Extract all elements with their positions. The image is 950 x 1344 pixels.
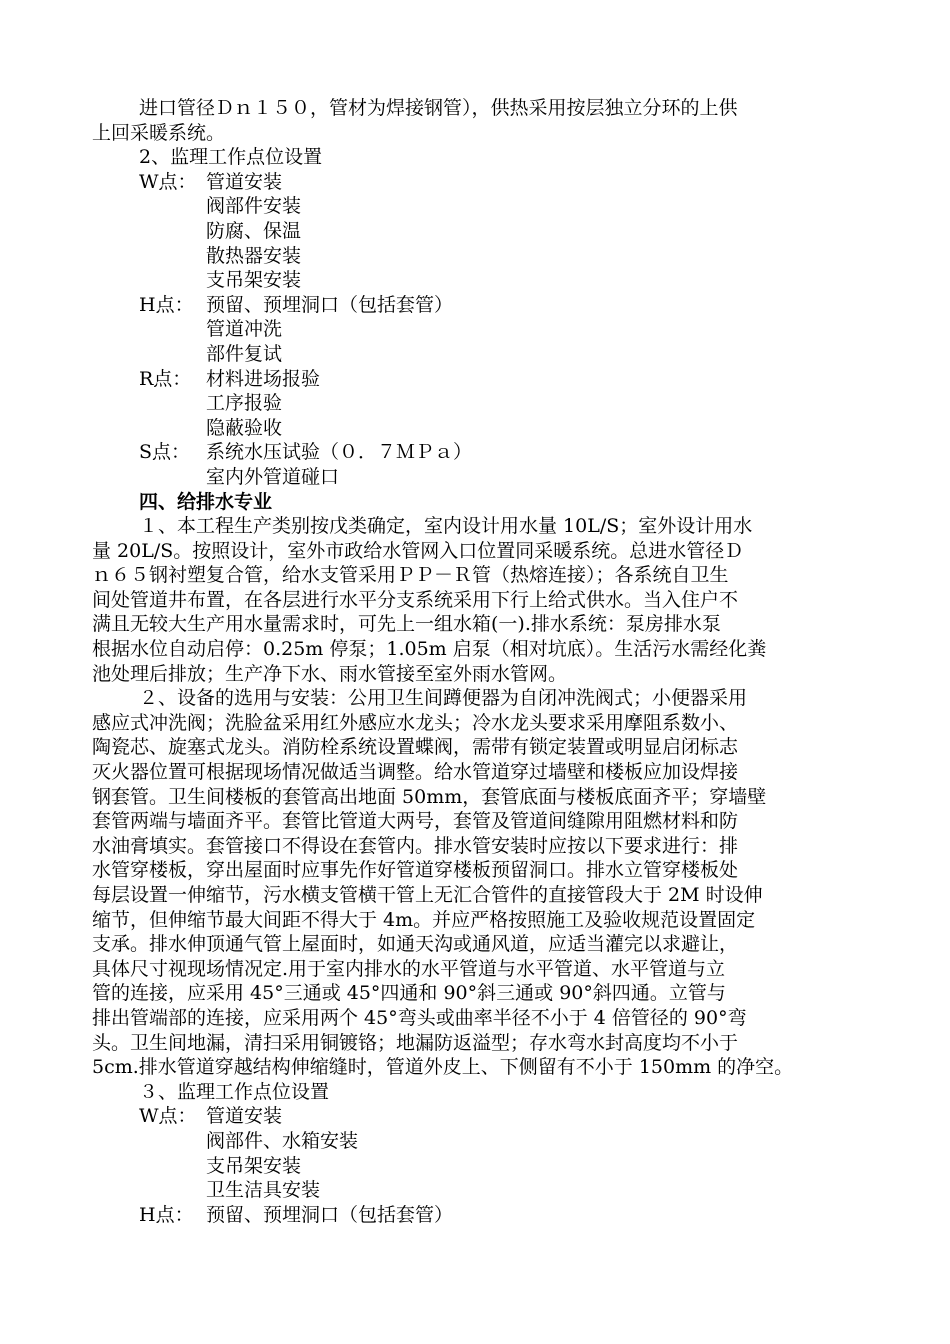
- point-item: 散热器安装: [206, 244, 302, 267]
- point-item: 阀部件安装: [206, 195, 302, 218]
- paragraph-line: 套管两端与墙面齐平。套管比管道大两号，套管及管道间缝隙用阻燃材料和防: [92, 810, 739, 833]
- paragraph-line: ２、设备的选用与安装：公用卫生间蹲便器为自闭冲洗阀式；小便器采用: [139, 687, 748, 710]
- paragraph-line: 量 20L/S。按照设计，室外市政给水管网入口位置同采暖系统。总进水管径Ｄ: [92, 539, 744, 562]
- paragraph-line: 满且无较大生产用水量需求时，可先上一组水箱(一).排水系统：泵房排水泵: [92, 613, 721, 636]
- point-item: 管道冲洗: [206, 318, 283, 341]
- paragraph-line: ｎ６５钢衬塑复合管，给水支管采用ＰＰ－Ｒ管（热熔连接）；各系统自卫生: [92, 564, 729, 587]
- point-item: 工序报验: [206, 392, 283, 415]
- point-row-h: [92, 1203, 858, 1228]
- point-item: 管道安装: [206, 170, 283, 193]
- point-label: W点：: [139, 1105, 197, 1128]
- point-label: R点：: [139, 367, 192, 390]
- point-label: S点：: [139, 441, 191, 464]
- paragraph-line: 支承。排水伸顶通气管上屋面时，如通天沟或通风道，应适当灌完以求避让，: [92, 933, 739, 956]
- paragraph-line: 根据水位自动启停：0.25m 停泵；1.05m 启泵（相对坑底）。生活污水需经化粪: [92, 638, 767, 661]
- paragraph-line: 每层设置一伸缩节，污水横支管横干管上无汇合管件的直接管段大于 2M 时设伸: [92, 884, 763, 906]
- point-label: H点：: [139, 1203, 194, 1226]
- point-item: 隐蔽验收: [206, 416, 283, 439]
- point-item: 预留、预埋洞口（包括套管）: [206, 293, 454, 316]
- point-item: 卫生洁具安装: [206, 1179, 321, 1202]
- text-line: 进口管径Ｄｎ１５０，管材为焊接钢管），供热采用按层独立分环的上供: [139, 97, 738, 119]
- point-item: 室内外管道碰口: [206, 465, 340, 488]
- point-item: 防腐、保温: [206, 219, 302, 242]
- paragraph-line: 间处管道井布置，在各层进行水平分支系统采用下行上给式供水。当入住户不: [92, 588, 739, 611]
- subsection-title: 2、监理工作点位设置: [139, 146, 323, 169]
- paragraph-line: 陶瓷芯、旋塞式龙头。消防栓系统设置蝶阀，需带有锁定装置或明显启闭标志: [92, 736, 739, 759]
- point-row-s: [92, 440, 858, 465]
- paragraph-line: １、本工程生产类别按戊类确定，室内设计用水量 10L/S；室外设计用水: [139, 515, 753, 538]
- paragraph-line: 管的连接，应采用 45°三通或 45°四通和 90°斜三通或 90°斜四通。立管与: [92, 982, 726, 1005]
- paragraph-line: 池处理后排放；生产净下水、雨水管接至室外雨水管网。: [92, 662, 568, 685]
- point-label: H点：: [139, 293, 194, 316]
- paragraph-line: 灭火器位置可根据现场情况做适当调整。给水管道穿过墙壁和楼板应加设焊接: [92, 761, 739, 784]
- paragraph-line: 钢套管。卫生间楼板的套管高出地面 50mm，套管底面与楼板底面齐平；穿墙壁: [92, 785, 767, 808]
- paragraph-line: 头。卫生间地漏，清扫采用铜镀铬；地漏防返溢型；存水弯水封高度均不小于: [92, 1031, 739, 1054]
- point-row-r: [92, 367, 858, 392]
- point-row-w: [92, 1104, 858, 1129]
- point-item: 管道安装: [206, 1105, 283, 1128]
- subsection-title: ３、监理工作点位设置: [139, 1080, 330, 1103]
- point-item: 支吊架安装: [206, 269, 302, 292]
- point-item: 支吊架安装: [206, 1154, 302, 1177]
- point-item: 系统水压试验（０．７ＭＰａ）: [206, 441, 473, 464]
- text-line: 上回采暖系统。: [92, 121, 226, 144]
- paragraph-line: 缩节，但伸缩节最大间距不得大于 4m。并应严格按照施工及验收规范设置固定: [92, 908, 756, 931]
- point-row-h: [92, 293, 858, 318]
- point-row-w: [92, 170, 858, 195]
- document-body: [92, 96, 858, 1227]
- point-item: 阀部件、水箱安装: [206, 1129, 359, 1152]
- paragraph-line: 排出管端部的连接，应采用两个 45°弯头或曲率半径不小于 4 倍管径的 90°弯: [92, 1006, 747, 1029]
- paragraph-line: 感应式冲洗阀；洗脸盆采用红外感应水龙头；冷水龙头要求采用摩阻系数小、: [92, 711, 739, 734]
- point-label: W点：: [139, 170, 197, 193]
- paragraph-line: 5cm.排水管道穿越结构伸缩缝时，管道外皮上、下侧留有不小于 150mm 的净空。: [92, 1056, 794, 1079]
- point-item: 预留、预埋洞口（包括套管）: [206, 1203, 454, 1226]
- paragraph-line: 水管穿楼板，穿出屋面时应事先作好管道穿楼板预留洞口。排水立管穿楼板处: [92, 859, 739, 882]
- point-item: 部件复试: [206, 342, 283, 365]
- point-item: 材料进场报验: [206, 367, 321, 390]
- paragraph-line: 具体尺寸视现场情况定.用于室内排水的水平管道与水平管道、水平管道与立: [92, 957, 726, 980]
- section-heading: 四、给排水专业: [139, 490, 273, 513]
- paragraph-line: 水油膏填实。套管接口不得设在套管内。排水管安装时应按以下要求进行：排: [92, 834, 739, 857]
